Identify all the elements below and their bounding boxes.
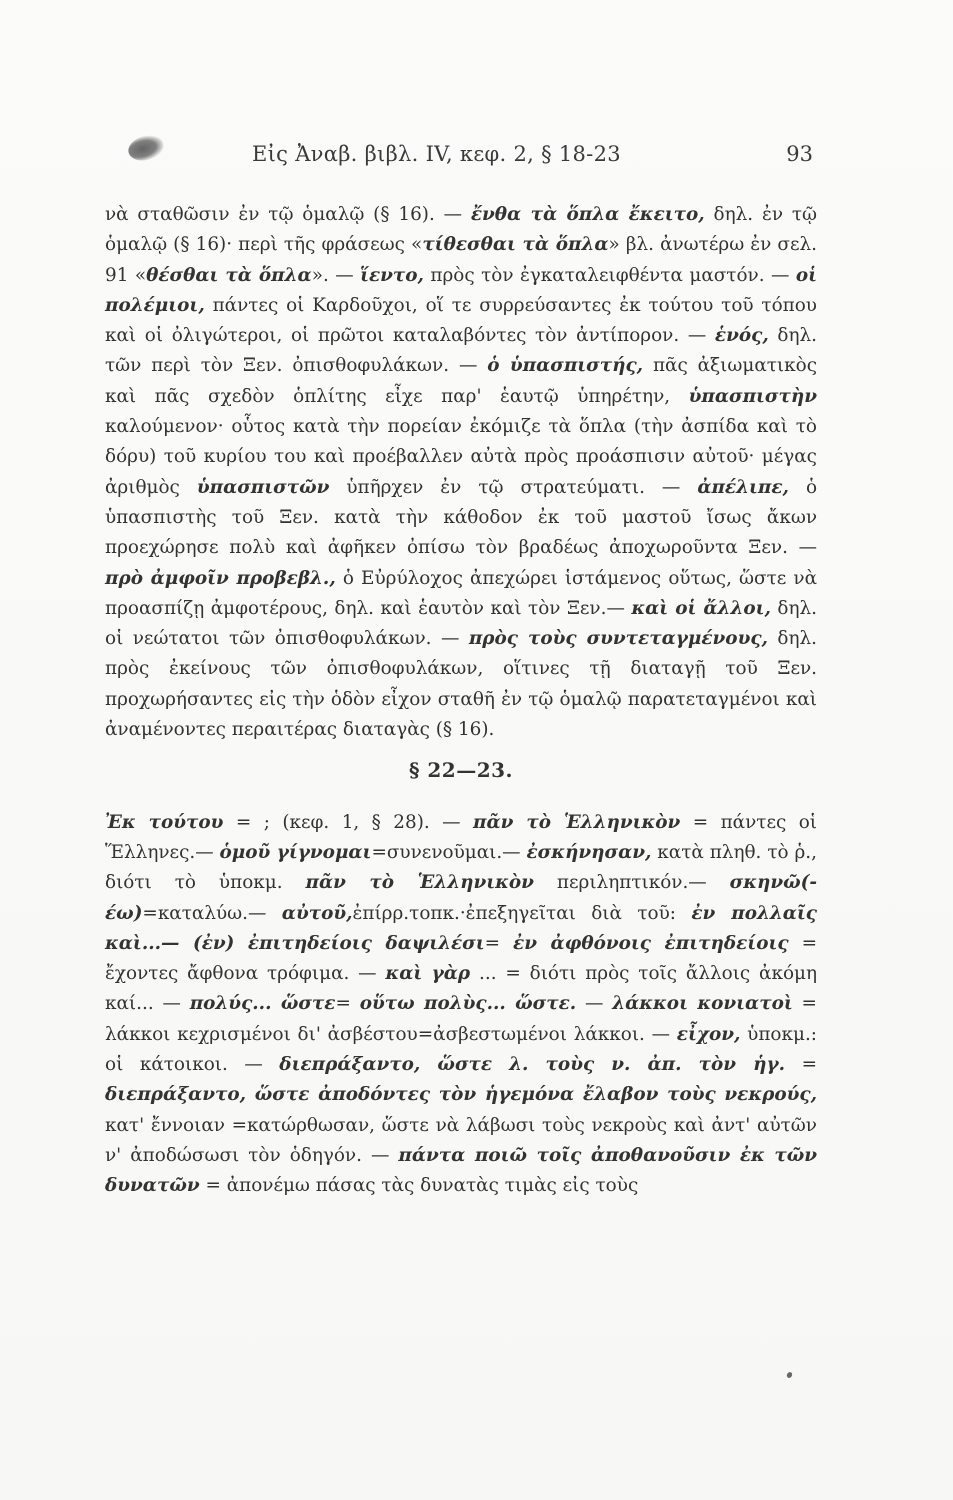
lemma: ὑπασπιστὴν	[688, 385, 817, 407]
lemma: διεπράξαντο, ὥστε λ. τοὺς ν. ἀπ. τὸν ἡγ.	[279, 1054, 786, 1076]
lemma: πολύς... ὥστε	[189, 993, 336, 1015]
text-run: πάντες οἱ Καρδοῦχοι, οἵ τε συρρεύσαντες ἐκ τούτου τοῦ τόπου καὶ οἱ ὀλιγώτεροι, οἱ πρῶτοι καταλαβόντες τὸν ἀντίπορον. —	[105, 294, 817, 347]
text-run: = ἀπονέμω πάσας τὰς δυνατὰς τιμὰς εἰς τοὺς	[199, 1175, 639, 1197]
lemma: ἀπέλιπε,	[697, 476, 789, 498]
lemma: ἔνθα τὰ ὅπλα ἔκειτο,	[470, 204, 705, 225]
ink-dot	[786, 1371, 793, 1379]
lemma: ὁ ὑπασπιστής,	[487, 355, 644, 377]
section-heading: § 22—23.	[408, 758, 514, 783]
lemma: ἐν πολλαῖς καὶ...— (ἐν) ἐπιτηδείοις δαψιλέσι	[105, 902, 817, 954]
lemma: πρὸς τοὺς συντεταγμένους,	[468, 628, 768, 650]
paragraph-section-22-23	[105, 808, 817, 1202]
lemma: ἑνός,	[714, 325, 769, 347]
lemma: πρὸ ἀμφοῖν προβεβλ.,	[105, 567, 336, 589]
text-run: ὁ Εὐρύλοχος ἀπεχώρει ἱστάμενος οὕτως, ὥστε νὰ προασπίζῃ ἀμφοτέρους, δηλ. καὶ ἑαυτὸν καὶ τὸν Ξεν.—	[105, 567, 817, 619]
text-run: = πάντες οἱ Ἕλληνες.—	[105, 811, 817, 863]
lemma: λάκκοι κονιατοὶ	[612, 993, 793, 1015]
commentary-text	[105, 200, 817, 1202]
text-run: πᾶς ἀξιωματικὸς καὶ πᾶς σχεδὸν ὁπλίτης εἶχε παρ' ἑαυτῷ ὑπηρέτην,	[105, 355, 818, 407]
lemma: ἵεντο,	[360, 264, 424, 286]
lemma: ὁμοῦ γίγνομαι	[219, 841, 372, 863]
running-head: Εἰς Ἀναβ. βιβλ. IV, κεφ. 2, § 18-23	[252, 142, 621, 166]
lemma: πάντα ποιῶ τοῖς ἀποθανοῦσιν ἐκ τῶν δυνατῶν	[105, 1144, 818, 1197]
page-header	[0, 142, 953, 178]
text-run: =	[785, 1054, 817, 1076]
text-run: δηλ. τῶν περὶ τὸν Ξεν. ὀπισθοφυλάκων. —	[105, 325, 817, 377]
lemma: Ἐκ τούτου	[105, 811, 224, 833]
text-run: νὰ σταθῶσιν ἐν τῷ ὁμαλῷ (§ 16). —	[105, 204, 471, 225]
text-run: ὑποκμ.: οἱ κάτοικοι. —	[105, 1023, 817, 1076]
text-run: καλούμενον· οὗτος κατὰ τὴν πορείαν ἐκόμιζε τὰ ὅπλα (τὴν ἀσπίδα καὶ τὸ δόρυ) τοῦ κυρίου του καὶ προέβαλλεν αὐτὰ πρὸς προάσπισιν αὐτοῦ· μέγας ἀριθμὸς	[105, 416, 817, 498]
lemma: πᾶν τὸ Ἑλληνικὸν	[472, 811, 681, 833]
text-run: » βλ. ἀνωτέρω ἐν σελ. 91 «	[105, 234, 818, 286]
text-run: = ἔχοντες ἄφθονα τρόφιμα. —	[105, 932, 817, 985]
lemma: τίθεσθαι τὰ ὅπλα	[422, 234, 609, 256]
lemma: οἱ πολέμιοι,	[105, 264, 818, 316]
text-run: =	[484, 932, 514, 954]
page-number: 93	[786, 142, 813, 166]
lemma: οὕτω πολὺς... ὥστε.	[359, 993, 577, 1015]
text-run: δηλ. οἱ νεώτατοι τῶν ὀπισθοφυλάκων. —	[105, 597, 817, 650]
text-run: = λάκκοι κεχρισμένοι δι' ἀσβέστου=ἀσβεστωμένοι λάκκοι. —	[105, 993, 817, 1045]
lemma: αὐτοῦ,	[281, 902, 353, 924]
lemma: καὶ γὰρ	[385, 963, 471, 985]
text-run: κατὰ πληθ. τὸ ῥ., διότι τὸ ὑποκμ.	[105, 841, 817, 894]
text-run: δηλ. πρὸς ἐκείνους τῶν ὀπισθοφυλάκων, οἵτινες τῇ διαταγῇ τοῦ Ξεν. προχωρήσαντες εἰς τὴν ὁδὸν εἶχον σταθῆ ἐν τῷ ὁμαλῷ παρατεταγμένοι καὶ ἀναμένοντες περαιτέρας διαταγὰς (§ 16).	[105, 628, 817, 741]
lemma: σκηνῶ(-έω)	[105, 872, 817, 924]
lemma: εἶχον,	[676, 1023, 741, 1045]
text-run: ἐπίρρ.τοπκ.·ἐπεξηγεῖται διὰ τοῦ:	[352, 902, 692, 924]
text-run: ὁ ὑπασπιστὴς τοῦ Ξεν. κατὰ τὴν κάθοδον ἐκ τοῦ μαστοῦ ἴσως ἄκων προεχώρησε πολὺ καὶ ἀφῆκεν ὀπίσω τὸν βραδέως ἀποχωροῦντα Ξεν. —	[105, 476, 818, 559]
text-run: =καταλύω.—	[142, 902, 282, 924]
text-run: κατ' ἔννοιαν =κατώρθωσαν, ὥστε νὰ λάβωσι τοὺς νεκροὺς καὶ ἀντ' αὐτῶν ν' ἀποδώσωσι τὸν ὁδηγόν. —	[105, 1114, 817, 1166]
text-run: = ; (κεφ. 1, § 28). —	[223, 811, 473, 833]
lemma: καὶ οἱ ἄλλοι,	[631, 597, 771, 619]
paragraph-section-18-21	[105, 200, 817, 745]
lemma: ὑπασπιστῶν	[196, 476, 330, 498]
text-run: =συνενοῦμαι.—	[371, 841, 527, 863]
lemma: ἐσκήνησαν,	[526, 841, 652, 863]
lemma: πᾶν τὸ Ἑλληνικὸν	[305, 872, 534, 894]
lemma: διεπράξαντο, ὥστε ἀποδόντες τὸν ἡγεμόνα ἔλαβον τοὺς νεκρούς,	[105, 1084, 817, 1106]
lemma: θέσθαι τὰ ὅπλα	[146, 264, 312, 286]
text-run: περιληπτικόν.—	[533, 872, 730, 894]
text-run: ». —	[311, 264, 361, 286]
text-run: —	[576, 993, 613, 1015]
text-run: δηλ. ἐν τῷ ὁμαλῷ (§ 16)· περὶ τῆς φράσεως «	[105, 204, 817, 256]
lemma: ἐν ἀφθόνοις ἐπιτηδείοις	[513, 932, 789, 954]
text-run: πρὸς τὸν ἐγκαταλειφθέντα μαστόν. —	[423, 264, 796, 286]
text-run: =	[335, 993, 360, 1015]
text-run: ... = διότι πρὸς τοῖς ἄλλοις ἀκόμη καί... —	[105, 963, 818, 1015]
text-run: ὑπῆρχεν ἐν τῷ στρατεύματι. —	[329, 476, 698, 498]
